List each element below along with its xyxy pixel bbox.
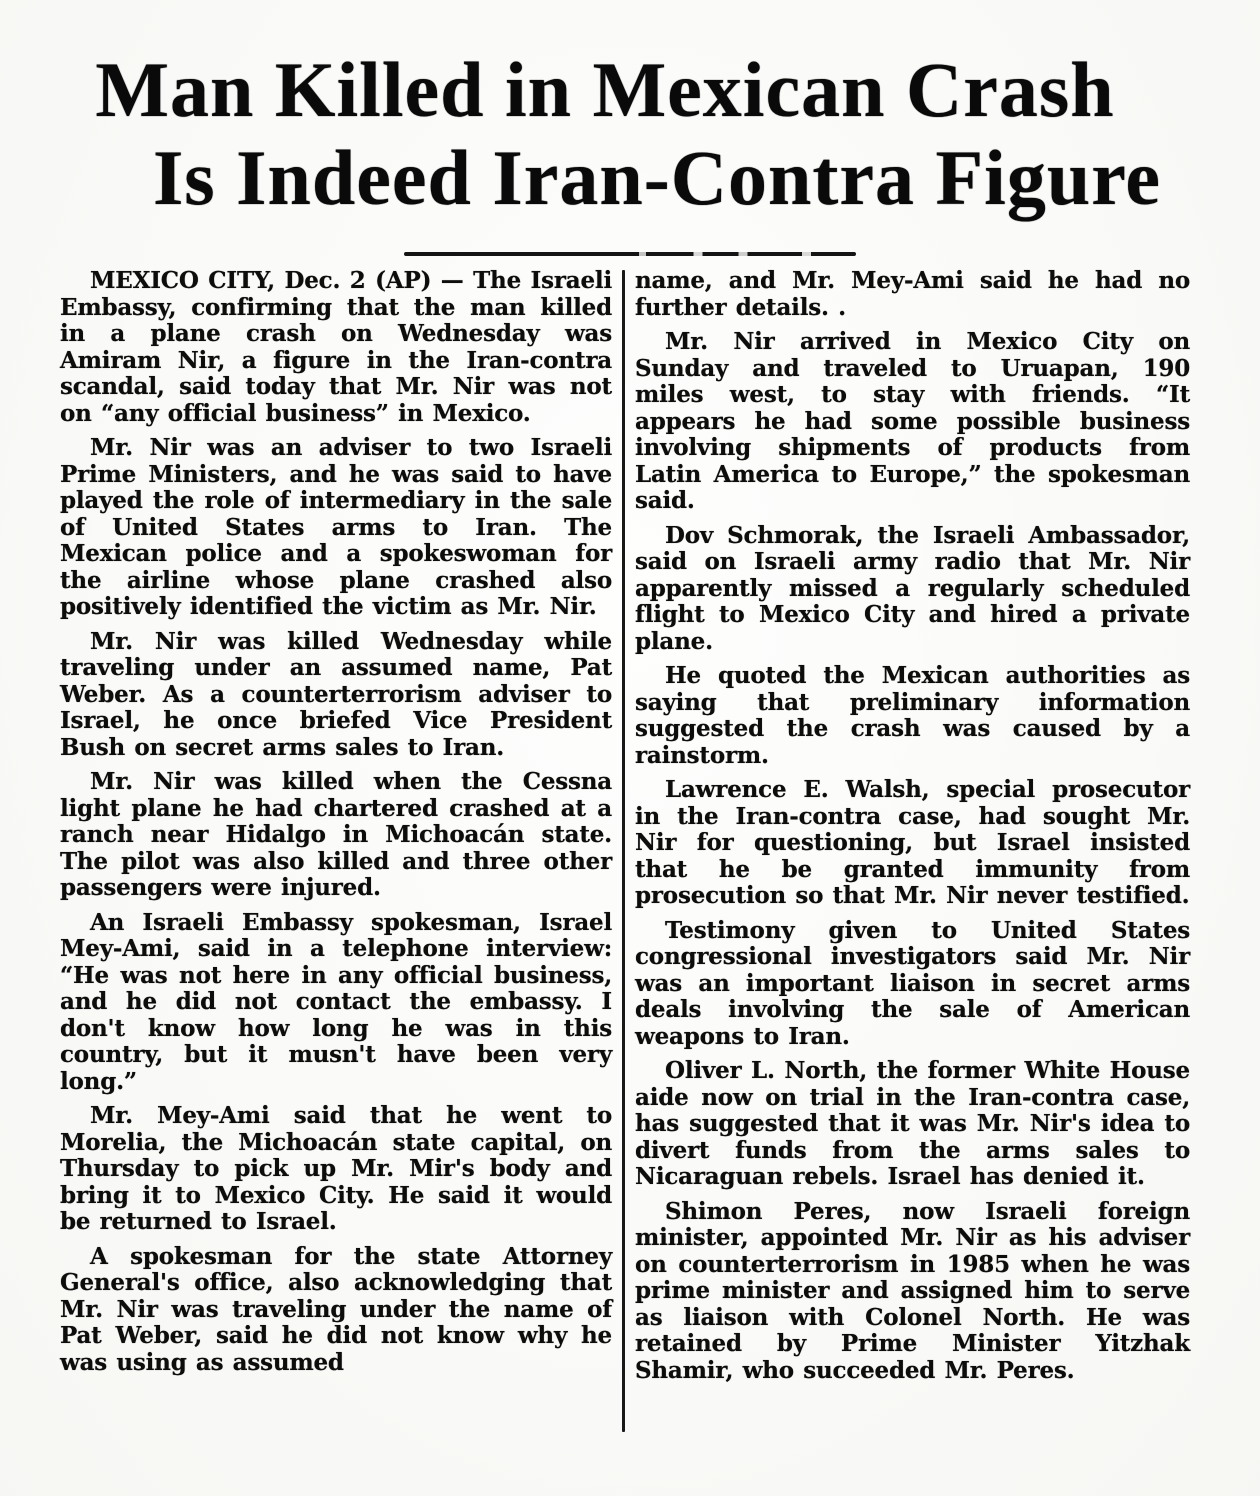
article-paragraph: Oliver L. North, the former White House aide now on trial in the Iran-contra case, has suggested that it was Mr. Nir's idea to divert funds from the arms sales to Nicaraguan rebels. Israel has denied it.	[635, 1057, 1190, 1190]
article-paragraph: Shimon Peres, now Israeli foreign minister, appointed Mr. Nir as his adviser on counterterrorism in 1985 when he was prime minister and assigned him to serve as liaison with Colonel North. He was retained by Prime Minister Yitzhak Shamir, who succeeded Mr. Peres.	[635, 1197, 1190, 1384]
article-paragraph: Mr. Mey-Ami said that he went to Morelia, the Michoacán state capital, on Thursday to pick up Mr. Mir's body and bring it to Mexico City. He said it would be returned to Israel.	[60, 1102, 612, 1235]
headline-divider-rule	[404, 252, 856, 256]
article-paragraph: MEXICO CITY, Dec. 2 (AP) — The Israeli Embassy, confirming that the man killed in a plane crash on Wednesday was Amiram Nir, a figure in the Iran-contra scandal, said today that Mr. Nir was not on “any official business” in Mexico.	[60, 267, 612, 427]
article-column-right	[635, 268, 1190, 1432]
article-paragraph: A spokesman for the state Attorney General's office, also acknowledging that Mr. Nir was traveling under the name of Pat Weber, said he did not know why he was using as assumed	[60, 1242, 612, 1376]
article-paragraph: Dov Schmorak, the Israeli Ambassador, said on Israeli army radio that Mr. Nir apparently missed a regularly scheduled flight to Mexico City and hired a private plane.	[635, 521, 1190, 655]
article-body	[60, 268, 1190, 1432]
article-paragraph: Mr. Nir was killed when the Cessna light plane he had chartered crashed at a ranch near Hidalgo in Michoacán state. The pilot was also killed and three other passengers were injured.	[60, 768, 612, 901]
headline-line-2: Is Indeed Iran-Contra Figure	[152, 134, 1162, 221]
column-divider-rule	[622, 270, 625, 1432]
article-column-left	[60, 268, 612, 1432]
article-paragraph: An Israeli Embassy spokesman, Israel Mey-Ami, said in a telephone interview: “He was not here in any official business, and he did not contact the embassy. I don't know how long he was in this country, but it musn't have been very long.”	[60, 908, 612, 1095]
article-headline	[0, 46, 1260, 222]
article-paragraph: He quoted the Mexican authorities as saying that preliminary information suggested the crash was caused by a rainstorm.	[635, 662, 1190, 769]
article-paragraph: Mr. Nir arrived in Mexico City on Sunday and traveled to Uruapan, 190 miles west, to stay with friends. “It appears he had some possible business involving shipments of products from Latin America to Europe,” the spokesman said.	[635, 328, 1190, 514]
article-paragraph: name, and Mr. Mey-Ami said he had no further details. .	[635, 267, 1190, 321]
article-paragraph: Mr. Nir was an adviser to two Israeli Prime Ministers, and he was said to have played the role of intermediary in the sale of United States arms to Iran. The Mexican police and a spokeswoman for the airline whose plane crashed also positively identified the victim as Mr. Nir.	[60, 434, 612, 620]
article-paragraph: Lawrence E. Walsh, special prosecutor in the Iran-contra case, had sought Mr. Nir for questioning, but Israel insisted that he be granted immunity from prosecution so that Mr. Nir never testified.	[635, 776, 1190, 909]
article-paragraph: Testimony given to United States congressional investigators said Mr. Nir was an important liaison in secret arms deals involving the sale of American weapons to Iran.	[635, 916, 1190, 1050]
headline-line-1: Man Killed in Mexican Crash	[95, 46, 1115, 133]
article-paragraph: Mr. Nir was killed Wednesday while traveling under an assumed name, Pat Weber. As a counterterrorism adviser to Israel, he once briefed Vice President Bush on secret arms sales to Iran.	[60, 627, 612, 761]
